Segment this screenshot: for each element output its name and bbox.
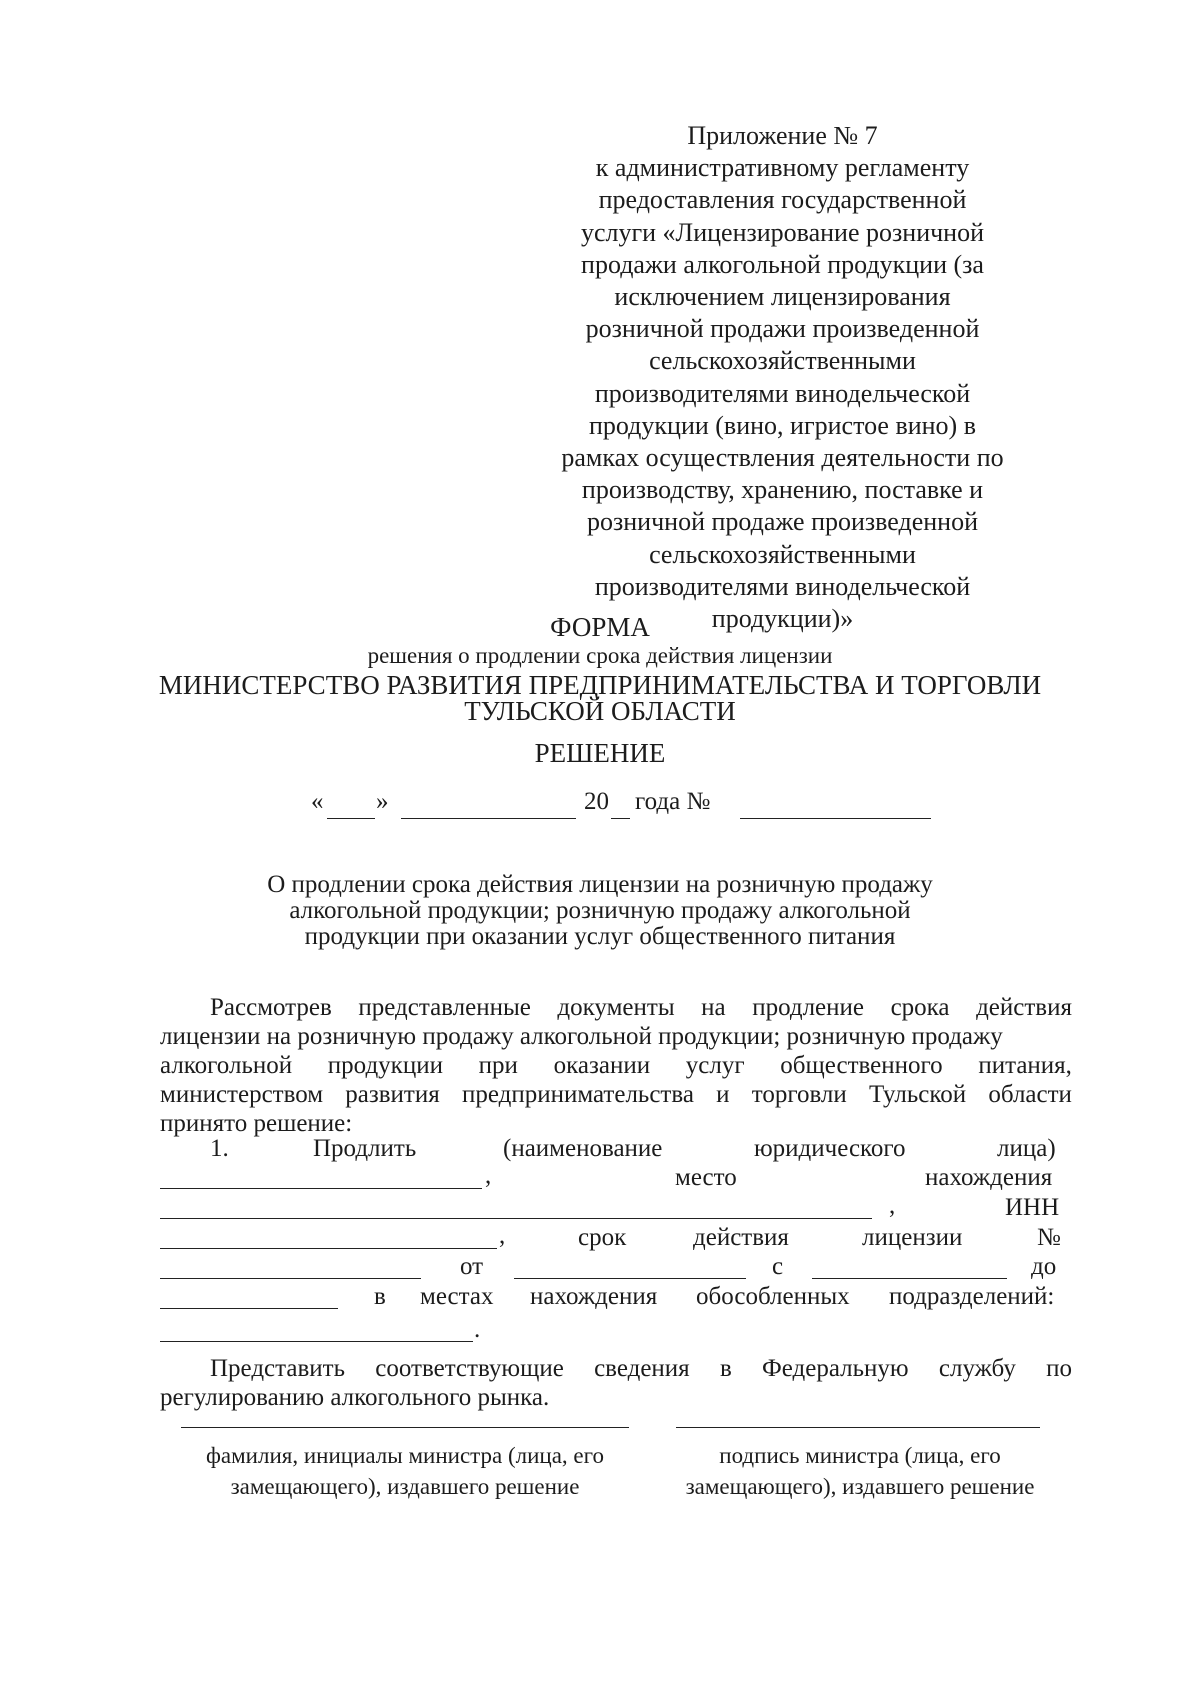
- item-word-legal: юридического: [754, 1135, 906, 1162]
- minister-name-caption: [170, 1440, 640, 1502]
- word: регулированию алкогольного рынка.: [160, 1384, 550, 1411]
- caption-line: замещающего), издавшего решение: [230, 1474, 580, 1499]
- appendix-line: сельскохозяйственными: [649, 539, 916, 569]
- word: услуг: [685, 1052, 745, 1079]
- appendix-line: производству, хранению, поставке и: [581, 475, 984, 505]
- paragraph-line: [160, 1354, 1072, 1383]
- body-paragraph-1: [160, 993, 1072, 1138]
- date-close-quote: »: [376, 788, 389, 815]
- body-paragraph-2: [160, 1354, 1072, 1412]
- appendix-line: продукции (вино, игристое вино) в: [589, 410, 976, 440]
- appendix-line: сельскохозяйственными: [649, 346, 916, 376]
- word: области: [988, 1081, 1072, 1108]
- term-start-blank: [812, 1278, 1007, 1279]
- caption-line: фамилия, инициалы министра (лица, его: [206, 1443, 604, 1468]
- word: лицензии на розничную продажу алкогольной продукции; розничную продажу: [160, 1023, 1003, 1050]
- word: алкогольной: [160, 1052, 293, 1079]
- month-blank: [401, 818, 576, 819]
- word: общественного: [780, 1052, 943, 1079]
- year-number-label: года №: [635, 788, 711, 815]
- subject-line: алкогольной продукции; розничную продажу алкогольной: [289, 897, 911, 924]
- appendix-line: продукции)»: [711, 604, 854, 634]
- divisions-word: подразделений:: [889, 1283, 1055, 1310]
- appendix-line: Приложение № 7: [687, 121, 878, 150]
- minister-signature-line: [676, 1427, 1040, 1428]
- until-word: до: [1031, 1253, 1057, 1280]
- license-number-blank: [160, 1278, 421, 1279]
- word: продукции: [327, 1052, 443, 1079]
- term-word: срок: [578, 1224, 627, 1251]
- year-prefix: 20: [584, 788, 609, 815]
- appendix-line: розничной продажи произведенной: [585, 314, 980, 344]
- appendix-line: производителями винодельческой: [594, 571, 971, 601]
- word: по: [1046, 1355, 1072, 1382]
- word: представленные: [358, 994, 531, 1021]
- appendix-line: исключением лицензирования: [614, 282, 951, 312]
- minister-name-line: [181, 1427, 629, 1428]
- paragraph-line: [160, 1051, 1072, 1080]
- comma: ,: [485, 1162, 492, 1189]
- word: принято решение:: [160, 1110, 353, 1137]
- word: оказании: [553, 1052, 651, 1079]
- caption-line: замещающего), издавшего решение: [685, 1474, 1035, 1499]
- paragraph-line: [160, 1109, 1072, 1138]
- appendix-line: к административному регламенту: [595, 153, 970, 183]
- number-sign: №: [1037, 1224, 1061, 1251]
- word: и: [716, 1081, 730, 1108]
- date-open-quote: «: [311, 788, 324, 815]
- location-address-blank: [160, 1218, 872, 1219]
- separate-word: обособленных: [696, 1283, 850, 1310]
- word: срока: [890, 994, 950, 1021]
- in-word: в: [374, 1283, 386, 1310]
- word: документы: [557, 994, 675, 1021]
- period: .: [474, 1316, 481, 1343]
- item-number: 1.: [210, 1135, 229, 1162]
- decision-title: РЕШЕНИЕ: [534, 738, 666, 768]
- subject-line: продукции при оказании услуг общественного питания: [304, 923, 896, 950]
- validity-word: действия: [693, 1224, 789, 1251]
- inn-label: ИНН: [1005, 1194, 1060, 1221]
- word: в: [719, 1355, 732, 1382]
- appendix-line: розничной продаже произведенной: [586, 507, 979, 537]
- appendix-line: предоставления государственной: [598, 185, 967, 215]
- decision-subject: [100, 872, 1100, 950]
- word: питания,: [978, 1052, 1072, 1079]
- word: министерством: [160, 1081, 324, 1108]
- appendix-line: продажи алкогольной продукции (за: [581, 249, 984, 279]
- word: Федеральную: [762, 1355, 909, 1382]
- ministry-name-line2: ТУЛЬСКОЙ ОБЛАСТИ: [464, 696, 736, 726]
- word: действия: [976, 994, 1072, 1021]
- comma: ,: [889, 1192, 896, 1219]
- word: на: [701, 994, 726, 1021]
- paragraph-line: [160, 1022, 1072, 1051]
- since-word: с: [772, 1253, 784, 1280]
- word: соответствующие: [375, 1355, 564, 1382]
- appendix-line: рамках осуществления деятельности по: [561, 443, 1004, 473]
- appendix-header: [510, 120, 1055, 635]
- word: Представить: [210, 1355, 345, 1382]
- place-word: место: [675, 1164, 737, 1191]
- entity-name-blank: [160, 1188, 482, 1189]
- word: при: [478, 1052, 518, 1079]
- minister-signature-caption: [650, 1440, 1070, 1502]
- places-word: местах: [420, 1283, 494, 1310]
- location-word-2: нахождения: [530, 1283, 658, 1310]
- item-word-entity: лица): [997, 1135, 1056, 1162]
- year-blank: [611, 818, 630, 819]
- appendix-line: производителями винодельческой: [594, 378, 971, 408]
- form-title: ФОРМА: [550, 612, 650, 642]
- item-word-extend: Продлить: [313, 1135, 417, 1162]
- word: развития: [345, 1081, 440, 1108]
- license-word: лицензии: [862, 1224, 963, 1251]
- word: торговли: [751, 1081, 847, 1108]
- caption-line: подпись министра (лица, его: [719, 1443, 1001, 1468]
- word: сведения: [594, 1355, 690, 1382]
- term-end-blank: [160, 1308, 338, 1309]
- from-word: от: [460, 1253, 484, 1280]
- ministry-name-line1: МИНИСТЕРСТВО РАЗВИТИЯ ПРЕДПРИНИМАТЕЛЬСТВА И ТОРГОВЛИ: [158, 670, 1042, 700]
- form-subtitle: решения о продлении срока действия лицензии: [367, 643, 833, 668]
- subject-line: О продлении срока действия лицензии на розничную продажу: [267, 871, 933, 898]
- paragraph-line: [160, 1080, 1072, 1109]
- paragraph-line: [160, 1383, 1072, 1412]
- word: предпринимательства: [461, 1081, 694, 1108]
- inn-blank: [160, 1248, 497, 1249]
- day-blank: [327, 818, 375, 819]
- word: службу: [938, 1355, 1016, 1382]
- word: продление: [752, 994, 865, 1021]
- comma: ,: [499, 1222, 506, 1249]
- license-date-blank: [514, 1278, 746, 1279]
- location-word: нахождения: [925, 1164, 1053, 1191]
- word: Тульской: [869, 1081, 967, 1108]
- divisions-address-blank: [160, 1341, 473, 1342]
- word: Рассмотрев: [210, 994, 332, 1021]
- decision-number-blank: [740, 818, 931, 819]
- appendix-line: услуги «Лицензирование розничной: [580, 217, 985, 247]
- paragraph-line: [160, 993, 1072, 1022]
- item-word-name: (наименование: [503, 1135, 663, 1162]
